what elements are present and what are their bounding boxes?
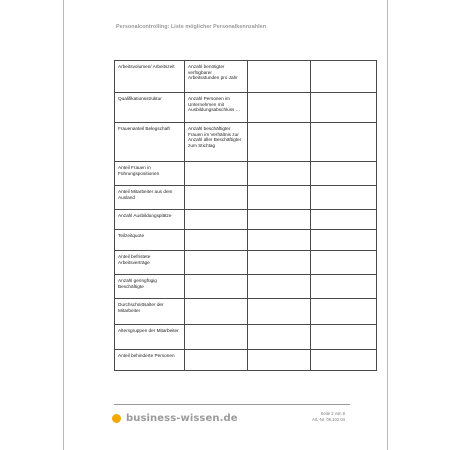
empty-cell: [311, 275, 377, 299]
empty-cell: [248, 230, 311, 251]
table-row: [115, 186, 377, 210]
kennzahl-description-cell: [185, 230, 248, 251]
empty-cell: [311, 162, 377, 186]
kennzahl-description-cell: Anzahl benötigter verfügbarer Arbeitsstunden pro Jahr: [185, 61, 248, 93]
document-page: [63, 0, 388, 450]
empty-cell: [311, 299, 377, 325]
logo-text: business-wissen.de: [126, 413, 238, 424]
empty-cell: [248, 162, 311, 186]
empty-cell: [248, 325, 311, 350]
page-number: Seite 2 von 8: [320, 411, 345, 416]
empty-cell: [311, 93, 377, 123]
kennzahl-name-cell: Frauenanteil Belegschaft: [115, 123, 185, 162]
empty-cell: [311, 186, 377, 210]
kennzahl-description-cell: [185, 275, 248, 299]
kennzahl-name-cell: Durchschnittsalter der Mitarbeiter: [115, 299, 185, 325]
kennzahl-description-cell: [185, 350, 248, 371]
empty-cell: [311, 251, 377, 275]
empty-cell: [311, 350, 377, 371]
empty-cell: [248, 123, 311, 162]
empty-cell: [248, 275, 311, 299]
kennzahl-name-cell: Qualifikationsstruktur: [115, 93, 185, 123]
kennzahl-name-cell: Teilzeitquote: [115, 230, 185, 251]
kennzahl-description-cell: Anzahl Personen im Unternehmen mit Ausbildungsabschluss …: [185, 93, 248, 123]
logo-dot-icon: [112, 414, 121, 423]
table-row: [115, 299, 377, 325]
table-row: [115, 61, 377, 93]
article-number: Art.-Nr. 06.102.04: [311, 417, 345, 422]
document-title: Personalcontrolling: Liste möglicher Personalkennzahlen: [116, 24, 267, 30]
table-row: [115, 350, 377, 371]
kennzahl-name-cell: Anteil Frauen in Führungspositionen: [115, 162, 185, 186]
table-row: [115, 123, 377, 162]
kennzahl-name-cell: Anzahl geringfügig Beschäftigte: [115, 275, 185, 299]
empty-cell: [248, 210, 311, 230]
table-row: [115, 93, 377, 123]
empty-cell: [311, 210, 377, 230]
kennzahl-name-cell: Anteil Mitarbeiter aus dem Ausland: [115, 186, 185, 210]
kennzahl-description-cell: [185, 299, 248, 325]
footer-divider: [114, 404, 350, 405]
empty-cell: [248, 61, 311, 93]
kennzahl-description-cell: [185, 210, 248, 230]
table-row: [115, 162, 377, 186]
kennzahl-name-cell: Anzahl Ausbildungsplätze: [115, 210, 185, 230]
empty-cell: [311, 123, 377, 162]
empty-cell: [311, 325, 377, 350]
empty-cell: [311, 61, 377, 93]
kennzahlen-table: [114, 60, 377, 371]
empty-cell: [248, 186, 311, 210]
kennzahl-name-cell: Anteil behinderte Personen: [115, 350, 185, 371]
kennzahl-description-cell: [185, 325, 248, 350]
table-row: [115, 230, 377, 251]
table-row: [115, 325, 377, 350]
footer-meta: [312, 411, 345, 423]
business-wissen-logo: [112, 413, 238, 424]
kennzahl-description-cell: Anzahl beschäftigter Frauen im Verhältnis zur Anzahl aller Beschäftigter zum Stichtag: [185, 123, 248, 162]
kennzahl-description-cell: [185, 162, 248, 186]
kennzahl-name-cell: Anteil befristete Arbeitsverträge: [115, 251, 185, 275]
empty-cell: [311, 230, 377, 251]
table-row: [115, 275, 377, 299]
kennzahl-name-cell: Altersgruppen der Mitarbeiter: [115, 325, 185, 350]
empty-cell: [248, 350, 311, 371]
kennzahl-description-cell: [185, 186, 248, 210]
kennzahl-name-cell: Arbeitsvolumen/ Arbeitszeit: [115, 61, 185, 93]
empty-cell: [248, 251, 311, 275]
table-row: [115, 210, 377, 230]
empty-cell: [248, 93, 311, 123]
empty-cell: [248, 299, 311, 325]
kennzahl-description-cell: [185, 251, 248, 275]
table-row: [115, 251, 377, 275]
